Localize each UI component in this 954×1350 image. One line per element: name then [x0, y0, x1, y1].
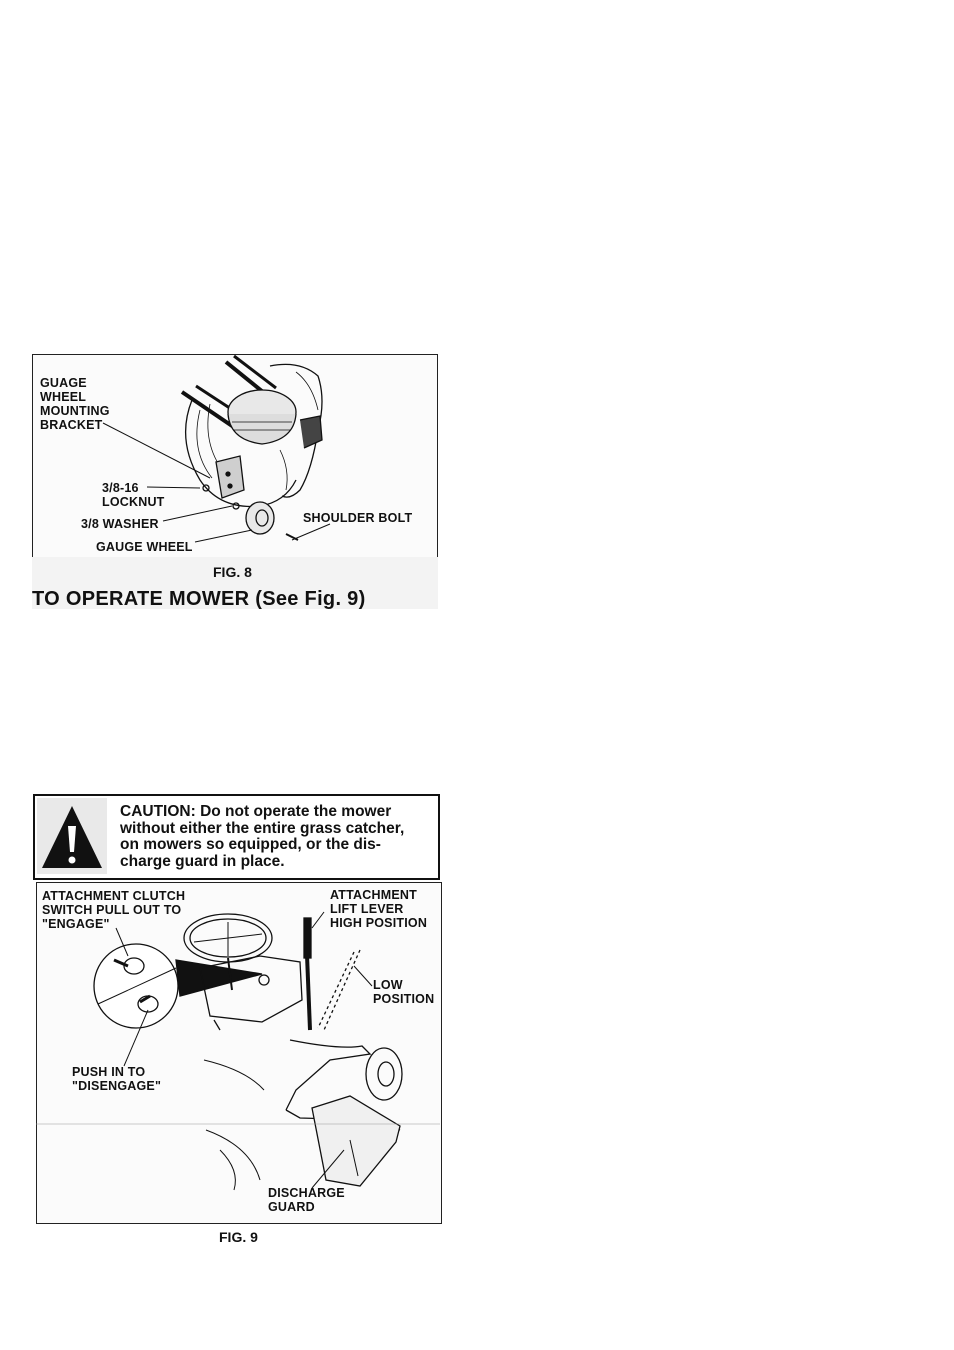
label-attachment-clutch: ATTACHMENT CLUTCH SWITCH PULL OUT TO "ENGAGE": [42, 889, 186, 931]
label-discharge-guard: DISCHARGE GUARD: [268, 1186, 345, 1214]
label-push-in: PUSH IN TO "DISENGAGE": [72, 1065, 162, 1093]
fig8-caption: FIG. 8: [213, 564, 252, 580]
label-guage-wheel-bracket: GUAGE WHEEL MOUNTING BRACKET: [40, 376, 110, 432]
label-washer: 3/8 WASHER: [81, 517, 159, 531]
label-locknut: 3/8-16 LOCKNUT: [102, 481, 165, 509]
caution-text: CAUTION: Do not operate the mower without either the entire grass catcher, on mowers so equipped, or the dis- charge guard in place.: [120, 803, 405, 870]
section-heading: TO OPERATE MOWER (See Fig. 9): [32, 588, 366, 610]
label-low-position: LOW POSITION: [373, 978, 435, 1006]
label-gauge-wheel: GAUGE WHEEL: [96, 540, 193, 554]
label-lift-lever: ATTACHMENT LIFT LEVER HIGH POSITION: [330, 888, 428, 930]
fig9-caption: FIG. 9: [219, 1229, 258, 1245]
label-shoulder-bolt: SHOULDER BOLT: [303, 511, 413, 525]
